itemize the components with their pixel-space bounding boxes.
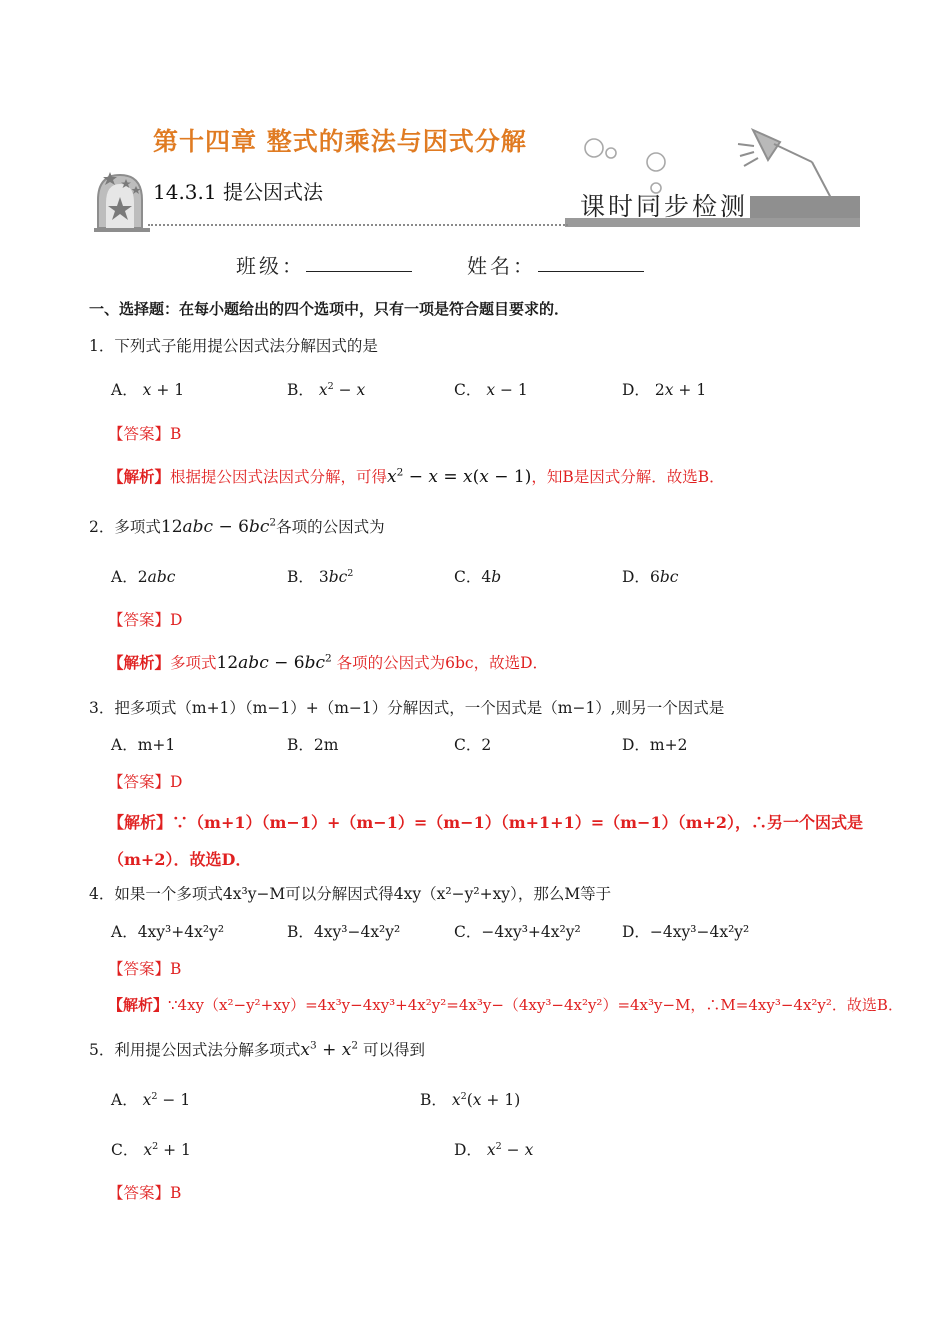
q3-option-c[interactable]: C．2 xyxy=(454,736,492,754)
chapter-title: 第十四章 整式的乘法与因式分解 xyxy=(153,127,527,156)
q4-answer: 【答案】B xyxy=(108,960,182,978)
q2-option-c[interactable]: C．4b xyxy=(454,568,502,586)
class-input-line[interactable] xyxy=(306,271,412,272)
section-title: 14.3.1 提公因式法 xyxy=(153,180,323,204)
section-instruction: 一、选择题：在每小题给出的四个选项中，只有一项是符合题目要求的． xyxy=(89,300,570,318)
class-label: 班级： xyxy=(236,254,305,278)
banner-bar-block xyxy=(750,196,860,220)
question-stem: 下列式子能用提公因式法分解因式的是 xyxy=(114,337,378,355)
q3-option-b[interactable]: B．2m xyxy=(287,736,339,754)
question-1 xyxy=(89,334,378,356)
q5-option-b[interactable]: B． $x^2(x + 1)$ xyxy=(420,1090,521,1109)
question-number: 1． xyxy=(89,337,115,355)
q2-explanation: 【解析】多项式$12abc - 6bc^2$ 各项的公因式为6bc，故选D． xyxy=(108,652,549,673)
q3-option-d[interactable]: D．m+2 xyxy=(622,736,688,754)
question-3: 3．把多项式（m+1）（m−1）+（m−1）分解因式，一个因式是（m−1）,则另一个因式是 xyxy=(89,699,725,717)
desk-lamp-icon xyxy=(738,130,832,200)
q3-answer: 【答案】D xyxy=(108,773,183,791)
q1-option-b[interactable]: B． $x^2 - x$ xyxy=(287,380,366,399)
q1-option-d[interactable]: D． 2x + 1 xyxy=(622,381,707,399)
name-input-line[interactable] xyxy=(538,271,644,272)
question-4: 4．如果一个多项式4x³y−M可以分解因式得4xy（x²−y²+xy），那么M等于 xyxy=(89,885,612,903)
q1-explanation: 【解析】根据提公因式法因式分解，可得$x^2 - x = x(x - 1)$，知B是因式分解．故选B． xyxy=(108,466,725,487)
q1-option-a[interactable]: A． x + 1 xyxy=(111,381,185,399)
q2-option-b[interactable]: B． $3bc^2$ xyxy=(287,567,354,586)
q4-option-b[interactable]: B．4xy³−4x²y² xyxy=(287,923,401,941)
q5-option-c[interactable]: C． $x^2 + 1$ xyxy=(111,1140,191,1159)
q2-answer: 【答案】D xyxy=(108,611,183,629)
q3-explanation: 【解析】∵（m+1）（m−1）+（m−1）=（m−1）（m+1+1）=（m−1）（m+2），∴另一个因式是（m+2）．故选D． xyxy=(108,813,864,869)
q5-option-a[interactable]: A． $x^2 - 1$ xyxy=(111,1090,191,1109)
q4-explanation: 【解析】∵4xy（x²−y²+xy）=4x³y−4xy³+4x²y²=4x³y−（4xy³−4x²y²）=4x³y−M，∴M=4xy³−4x²y²．故选B． xyxy=(108,996,903,1014)
q3-option-a[interactable]: A．m+1 xyxy=(111,736,176,754)
q1-answer: 【答案】B xyxy=(108,425,182,443)
q4-option-c[interactable]: C．−4xy³+4x²y² xyxy=(454,923,581,941)
q1-option-c[interactable]: C． x − 1 xyxy=(454,381,528,399)
q4-option-a[interactable]: A．4xy³+4x²y² xyxy=(111,923,225,941)
banner-label: 课时同步检测 xyxy=(580,192,749,221)
question-5: 5．利用提公因式法分解多项式$x^3 + x^2$ 可以得到 xyxy=(89,1039,425,1060)
q5-answer: 【答案】B xyxy=(108,1184,182,1202)
q2-option-a[interactable]: A．2abc xyxy=(111,568,176,586)
q2-option-d[interactable]: D．6bc xyxy=(622,568,679,586)
q5-option-d[interactable]: D． $x^2 - x$ xyxy=(454,1140,534,1159)
name-label: 姓名： xyxy=(467,254,536,278)
bubbles-decoration xyxy=(585,139,665,193)
star-badge-icon xyxy=(94,172,150,232)
q4-option-d[interactable]: D．−4xy³−4x²y² xyxy=(622,923,750,941)
question-2: 2．多项式$12abc - 6bc^2$各项的公因式为 xyxy=(89,516,385,537)
header-divider xyxy=(148,224,568,226)
